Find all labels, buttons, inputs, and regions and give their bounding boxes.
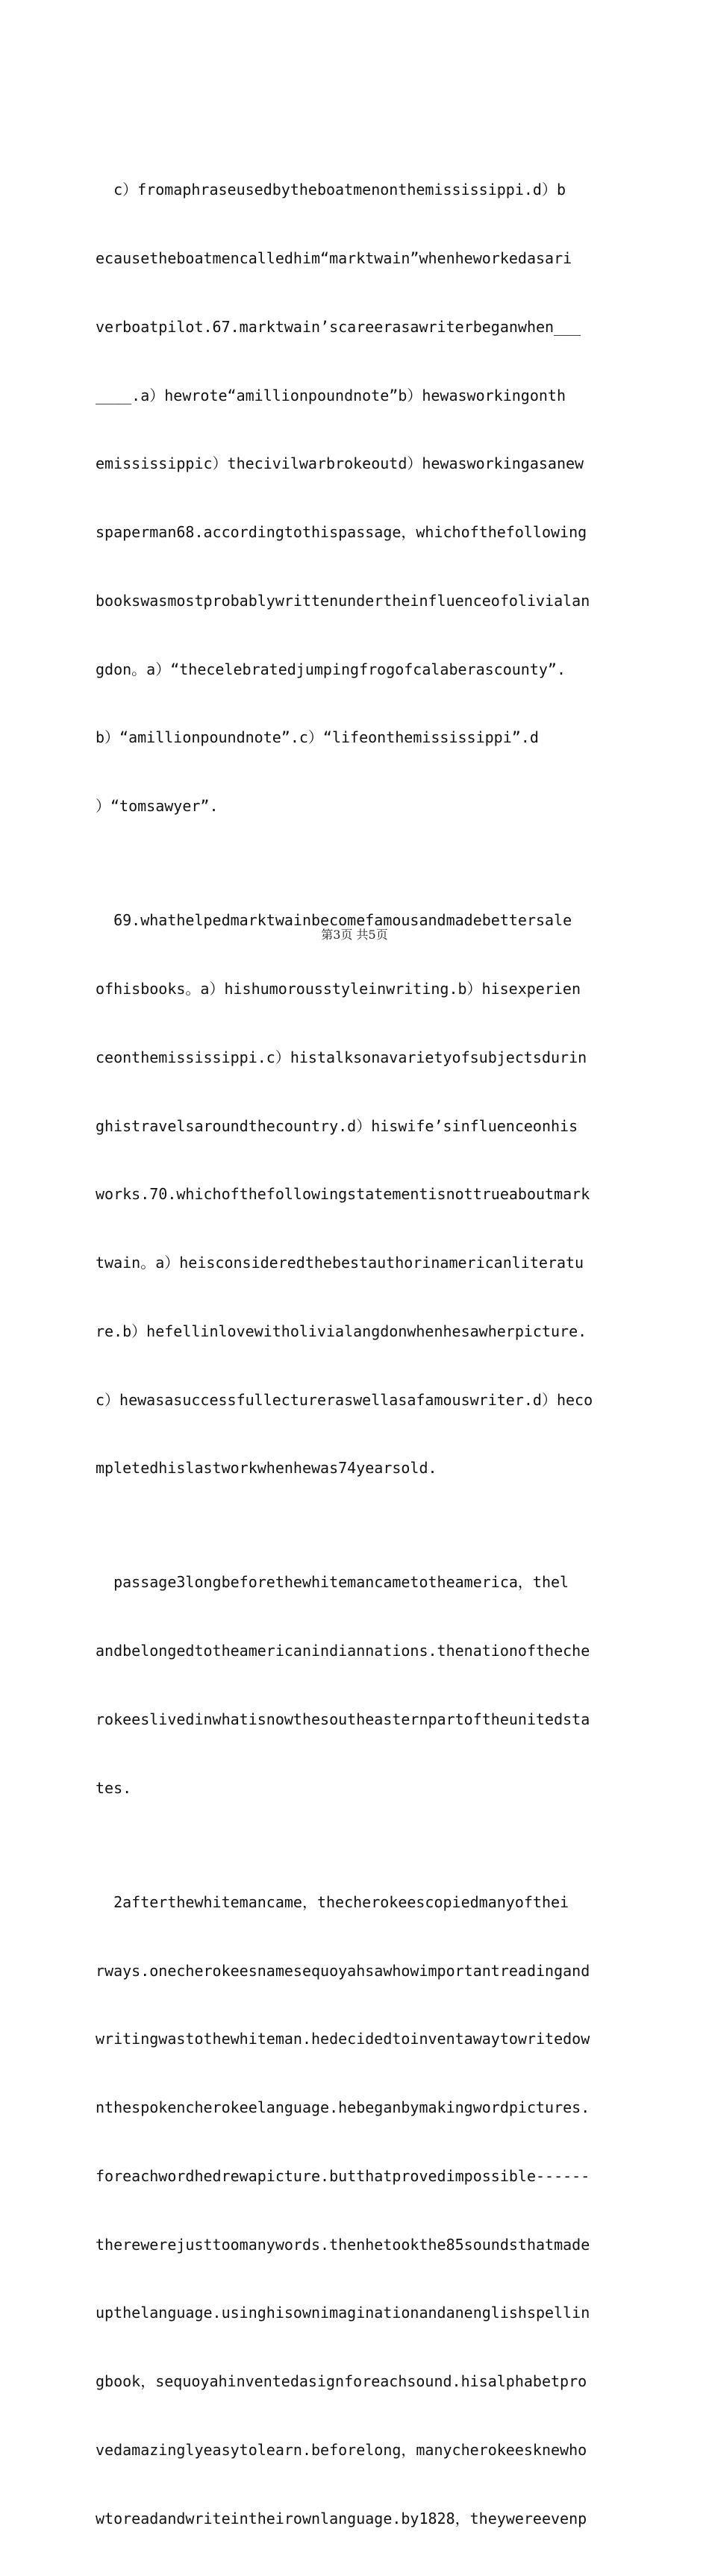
text-line: twain。a）heisconsideredthebestauthorinamericanliteratu xyxy=(96,1254,584,1272)
page-number-footer: 第3页 共5页 xyxy=(321,928,388,942)
paragraph-passage-3-body xyxy=(96,1845,625,2576)
paragraph-passage-3-intro xyxy=(96,1525,625,1845)
text-line: rokeeslivedinwhatisnowthesoutheasternpartoftheunitedsta xyxy=(96,1710,590,1728)
text-line: rways.onecherokeesnamesequoyahsawhowimportantreadingand xyxy=(96,1961,590,1980)
text-line: therewerejusttoomanywords.thenhetookthe85soundsthatmade xyxy=(96,2235,590,2254)
text-line: verboatpilot.67.marktwain’scareerasawriterbeganwhen___ xyxy=(96,317,581,336)
body-text xyxy=(96,133,625,2576)
text-line: b）“amillionpoundnote”.c）“lifeonthemississippi”.d xyxy=(96,728,539,747)
paragraph-answer-options-66-68 xyxy=(96,133,625,863)
text-line: ceonthemississippi.c）histalksonavarietyofsubjectsdurin xyxy=(96,1048,587,1066)
text-line: mpletedhislastworkwhenhewas74yearsold. xyxy=(96,1459,437,1478)
text-line: foreachwordhedrewapicture.butthatprovedimpossible------ xyxy=(96,2166,590,2185)
text-line: upthelanguage.usinghisownimaginationandanenglishspellin xyxy=(96,2304,590,2322)
text-line: writingwastothewhiteman.hedecidedtoinventawaytowritedow xyxy=(96,2030,590,2048)
text-line: tes. xyxy=(96,1778,132,1797)
text-line: nthespokencherokeelanguage.hebeganbymakingwordpictures. xyxy=(96,2098,590,2117)
text-line: andbelongedtotheamericanindiannations.thenationoftheche xyxy=(96,1642,590,1660)
text-line: re.b）hefellinlovewitholivialangdonwhenhesawherpicture. xyxy=(96,1322,587,1340)
text-line: gbook，sequoyahinventedasignforeachsound.hisalphabetpro xyxy=(96,2372,587,2391)
text-line: ecausetheboatmencalledhim“marktwain”whenheworkedasari xyxy=(96,248,572,267)
text-line: vedamazinglyeasytolearn.beforelong，manycherokeesknewho xyxy=(96,2440,587,2459)
paragraph-questions-69-70 xyxy=(96,863,625,1525)
text-line: works.70.whichofthefollowingstatementisnottrueaboutmark xyxy=(96,1185,590,1204)
text-line: wtoreadandwriteintheirownlanguage.by1828，theywereevenp xyxy=(96,2509,587,2527)
text-line: c）fromaphraseusedbytheboatmenonthemississippi.d）b xyxy=(96,181,566,199)
text-line: spaperman68.accordingtothispassage，whichofthefollowing xyxy=(96,523,587,542)
text-line: ____.a）hewrote“amillionpoundnote”b）hewasworkingonth xyxy=(96,386,566,404)
text-line: c）hewasasuccessfullectureraswellasafamouswriter.d）heco xyxy=(96,1390,593,1409)
text-line: ofhisbooks。a）hishumorousstyleinwriting.b）hisexperien xyxy=(96,979,581,998)
text-line: 69.whathelpedmarktwainbecomefamousandmadebettersale xyxy=(96,911,572,930)
text-line: gdon。a）“thecelebratedjumpingfrogofcalaberascounty”. xyxy=(96,660,566,678)
text-line: emississippic）thecivilwarbrokeoutd）hewasworkingasanew xyxy=(96,454,584,473)
text-line: 2afterthewhitemancame，thecherokeescopiedmanyofthei xyxy=(96,1892,569,1911)
text-line: passage3longbeforethewhitemancametotheamerica，thel xyxy=(96,1573,569,1592)
text-line: bookswasmostprobablywrittenundertheinfluenceofolivialan xyxy=(96,591,590,610)
text-line: ）“tomsawyer”. xyxy=(96,797,219,816)
text-line: ghistravelsaroundthecountry.d）hiswife’sinfluenceonhis xyxy=(96,1116,578,1135)
